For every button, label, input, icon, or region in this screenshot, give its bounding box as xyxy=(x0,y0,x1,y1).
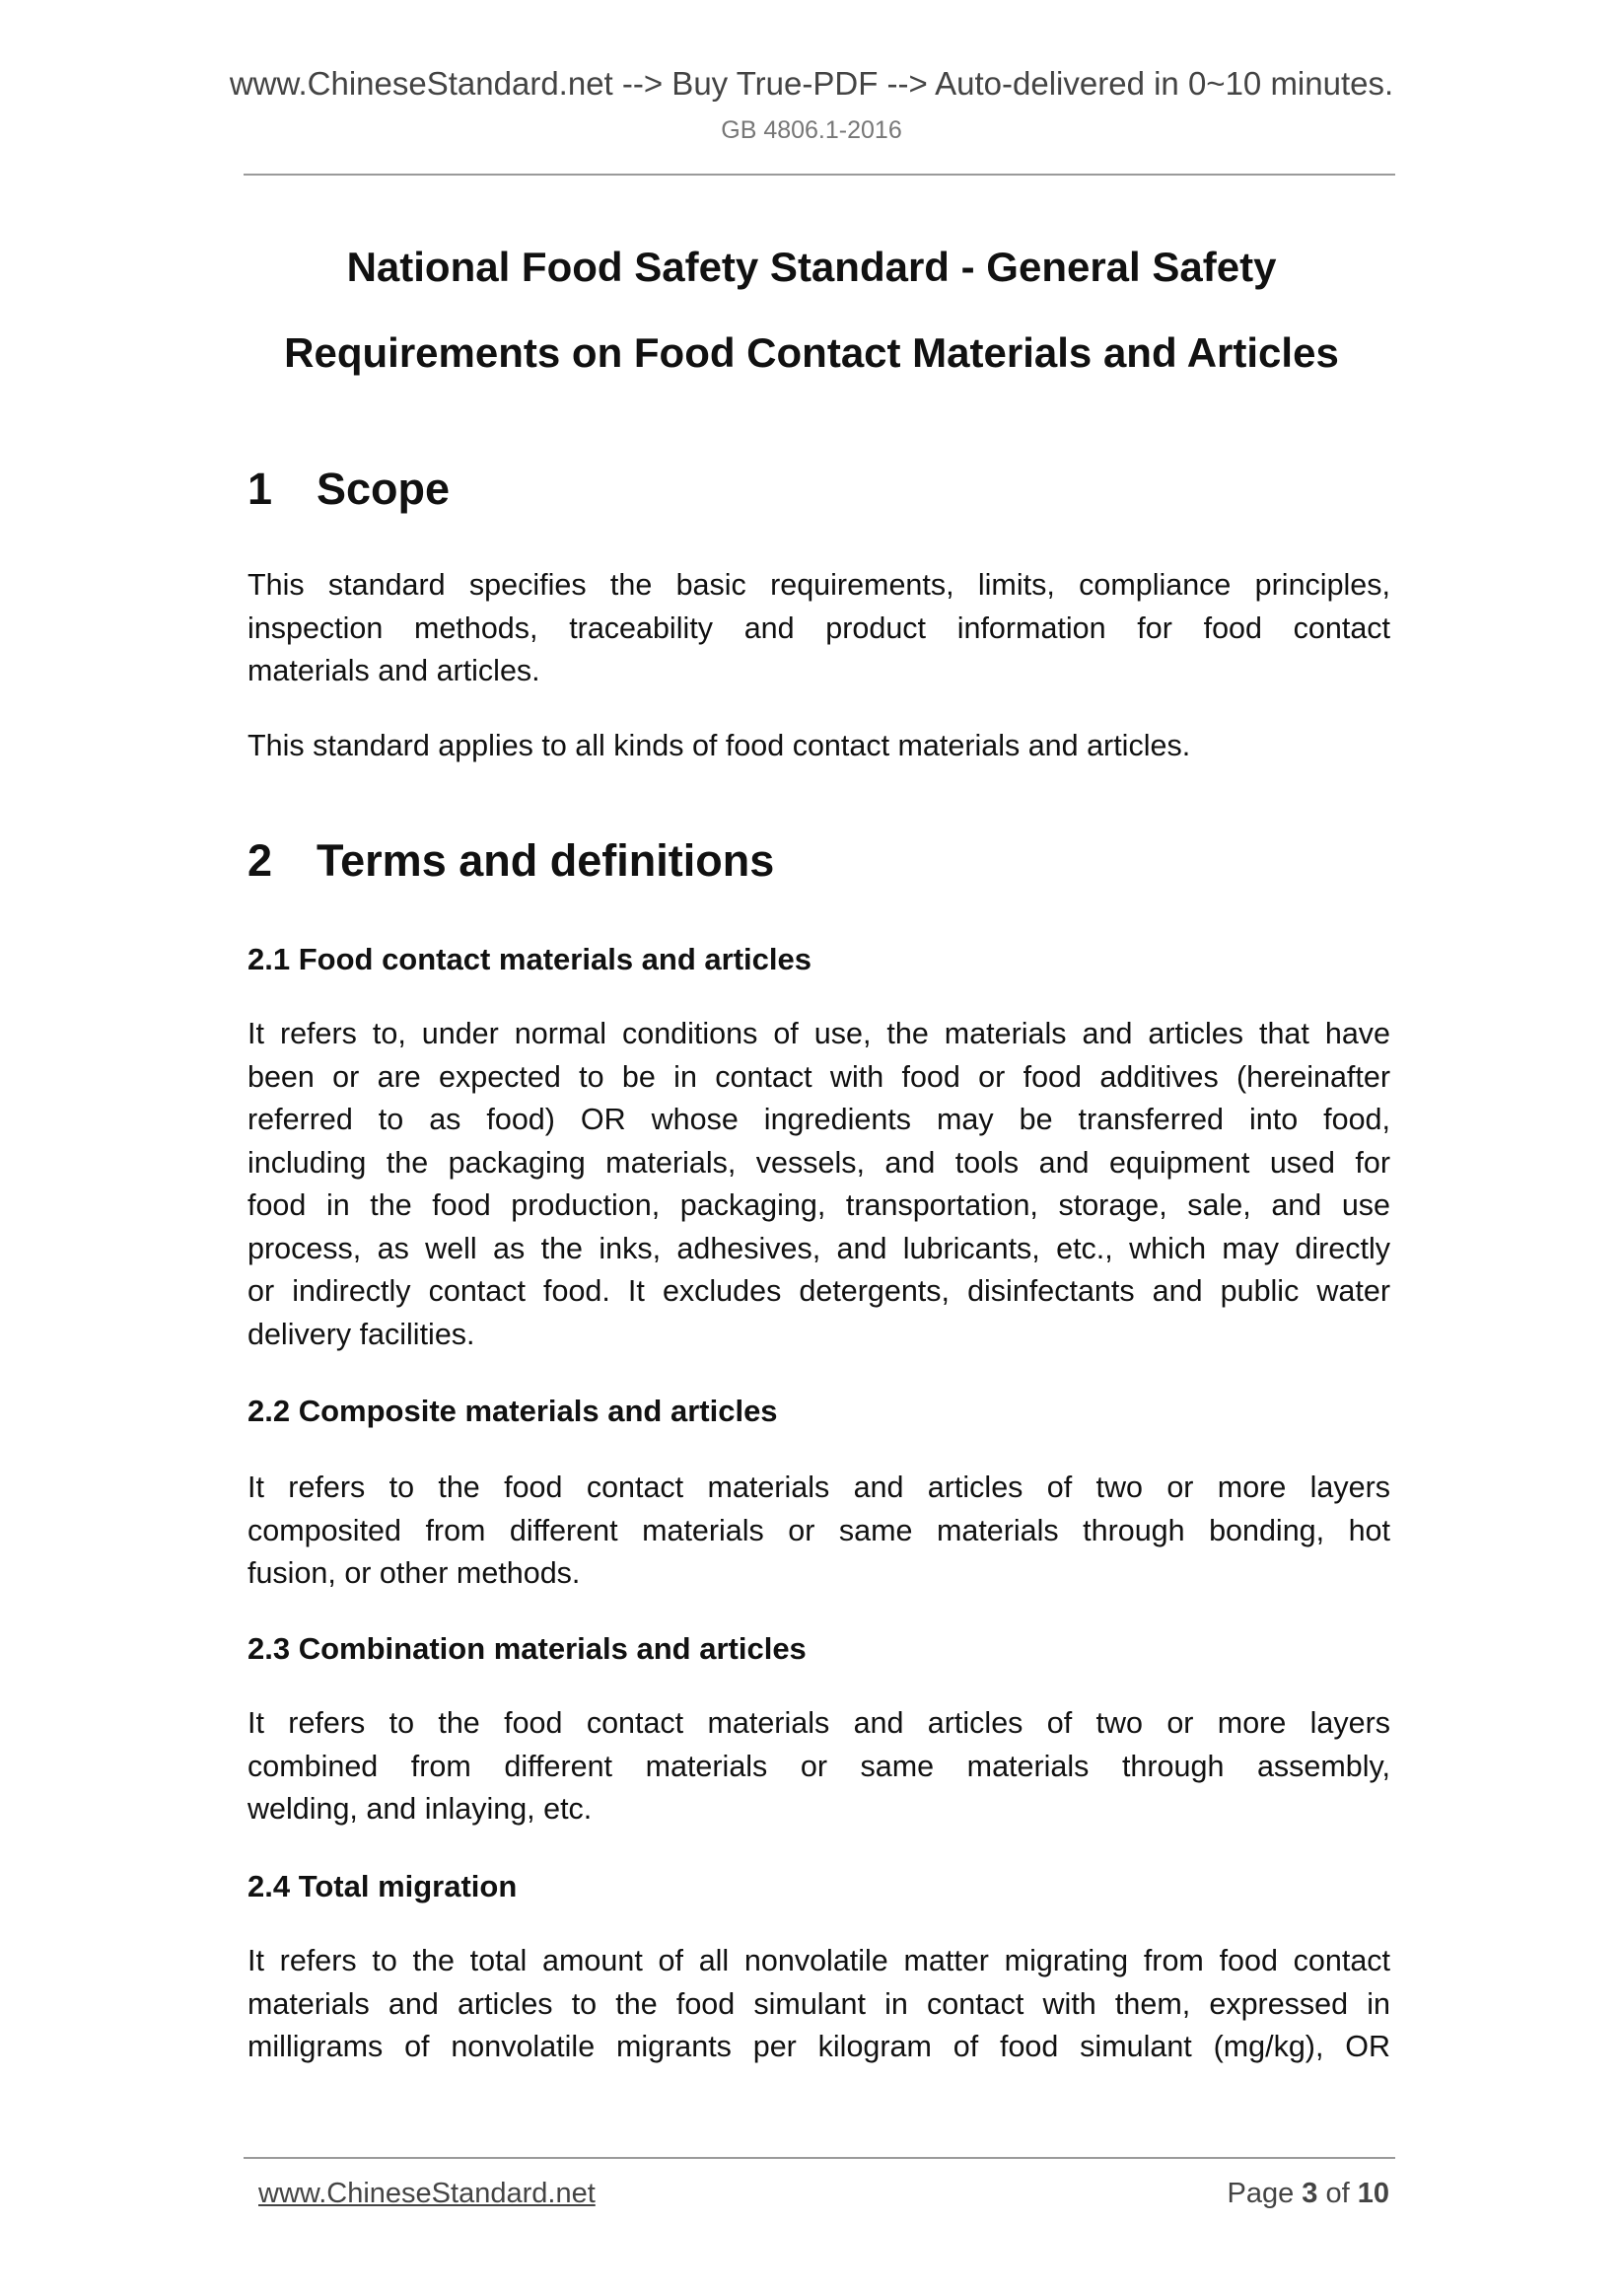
text-line: referred to as food) OR whose ingredients may be transferred into food, xyxy=(247,1103,1390,1136)
text-line: It refers to the total amount of all nonvolatile matter migrating from food contact xyxy=(247,1944,1390,1977)
header-divider xyxy=(244,174,1395,176)
page-label: Page xyxy=(1227,2178,1295,2209)
text-line: milligrams of nonvolatile migrants per kilogram of food simulant (mg/kg), OR xyxy=(247,2030,1390,2063)
page-current: 3 xyxy=(1302,2178,1318,2209)
text-line: It refers to the food contact materials and articles of two or more layers xyxy=(247,1471,1390,1504)
footer-website-link[interactable]: www.ChineseStandard.net xyxy=(258,2178,596,2209)
section-title: Scope xyxy=(317,464,451,514)
text-line: including the packaging materials, vessels, and tools and equipment used for xyxy=(247,1145,1390,1180)
section-1-paragraph-1 xyxy=(247,564,1390,693)
text-line: This standard specifies the basic requirements, limits, compliance principles, xyxy=(247,568,1390,602)
subsection-2-3-heading: 2.3 Combination materials and articles xyxy=(247,1631,807,1666)
header-banner: www.ChineseStandard.net --> Buy True-PDF --> Auto-delivered in 0~10 minutes. xyxy=(229,65,1394,102)
subsection-2-1-heading: 2.1 Food contact materials and articles xyxy=(247,942,812,976)
text-line: food in the food production, packaging, transportation, storage, sale, and use xyxy=(247,1188,1390,1222)
subsection-2-4-paragraph xyxy=(247,1940,1390,2069)
text-line: combined from different materials or same materials through assembly, xyxy=(247,1749,1390,1783)
subsection-2-4-heading: 2.4 Total migration xyxy=(247,1869,518,1903)
text-line: It refers to the food contact materials and articles of two or more layers xyxy=(247,1706,1390,1740)
section-1-paragraph-2 xyxy=(247,725,1390,768)
standard-code: GB 4806.1-2016 xyxy=(721,116,902,144)
footer-divider xyxy=(244,2157,1395,2159)
page-total: 10 xyxy=(1357,2178,1389,2209)
text-line: been or are expected to be in contact with food or food additives (hereinafter xyxy=(247,1059,1390,1094)
subsection-2-1-paragraph xyxy=(247,1013,1390,1356)
text-line: composited from different materials or same materials through bonding, hot xyxy=(247,1513,1390,1547)
subsection-2-2-paragraph xyxy=(247,1467,1390,1596)
text-line: fusion, or other methods. xyxy=(247,1556,581,1590)
text-line: process, as well as the inks, adhesives, and lubricants, etc., which may directly xyxy=(247,1231,1390,1265)
section-number: 2 xyxy=(247,835,273,886)
section-number: 1 xyxy=(247,464,273,514)
page-of: of xyxy=(1325,2178,1350,2209)
text-line: welding, and inlaying, etc. xyxy=(247,1792,593,1826)
text-line: or indirectly contact food. It excludes detergents, disinfectants and public water xyxy=(247,1274,1390,1308)
document-title-line-2: Requirements on Food Contact Materials and Articles xyxy=(284,329,1339,376)
text-line: This standard applies to all kinds of food contact materials and articles. xyxy=(247,729,1191,762)
text-line: materials and articles. xyxy=(247,654,540,687)
section-1-heading xyxy=(247,464,450,515)
text-line: delivery facilities. xyxy=(247,1317,475,1351)
subsection-2-2-heading: 2.2 Composite materials and articles xyxy=(247,1394,778,1428)
text-line: It refers to, under normal conditions of use, the materials and articles that have xyxy=(247,1017,1390,1050)
section-title: Terms and definitions xyxy=(317,835,775,886)
document-title-line-1: National Food Safety Standard - General Safety xyxy=(346,244,1277,290)
section-2-heading xyxy=(247,835,774,887)
page-indicator xyxy=(1227,2178,1389,2210)
subsection-2-3-paragraph xyxy=(247,1702,1390,1831)
text-line: inspection methods, traceability and product information for food contact xyxy=(247,610,1390,645)
text-line: materials and articles to the food simulant in contact with them, expressed in xyxy=(247,1986,1390,2021)
